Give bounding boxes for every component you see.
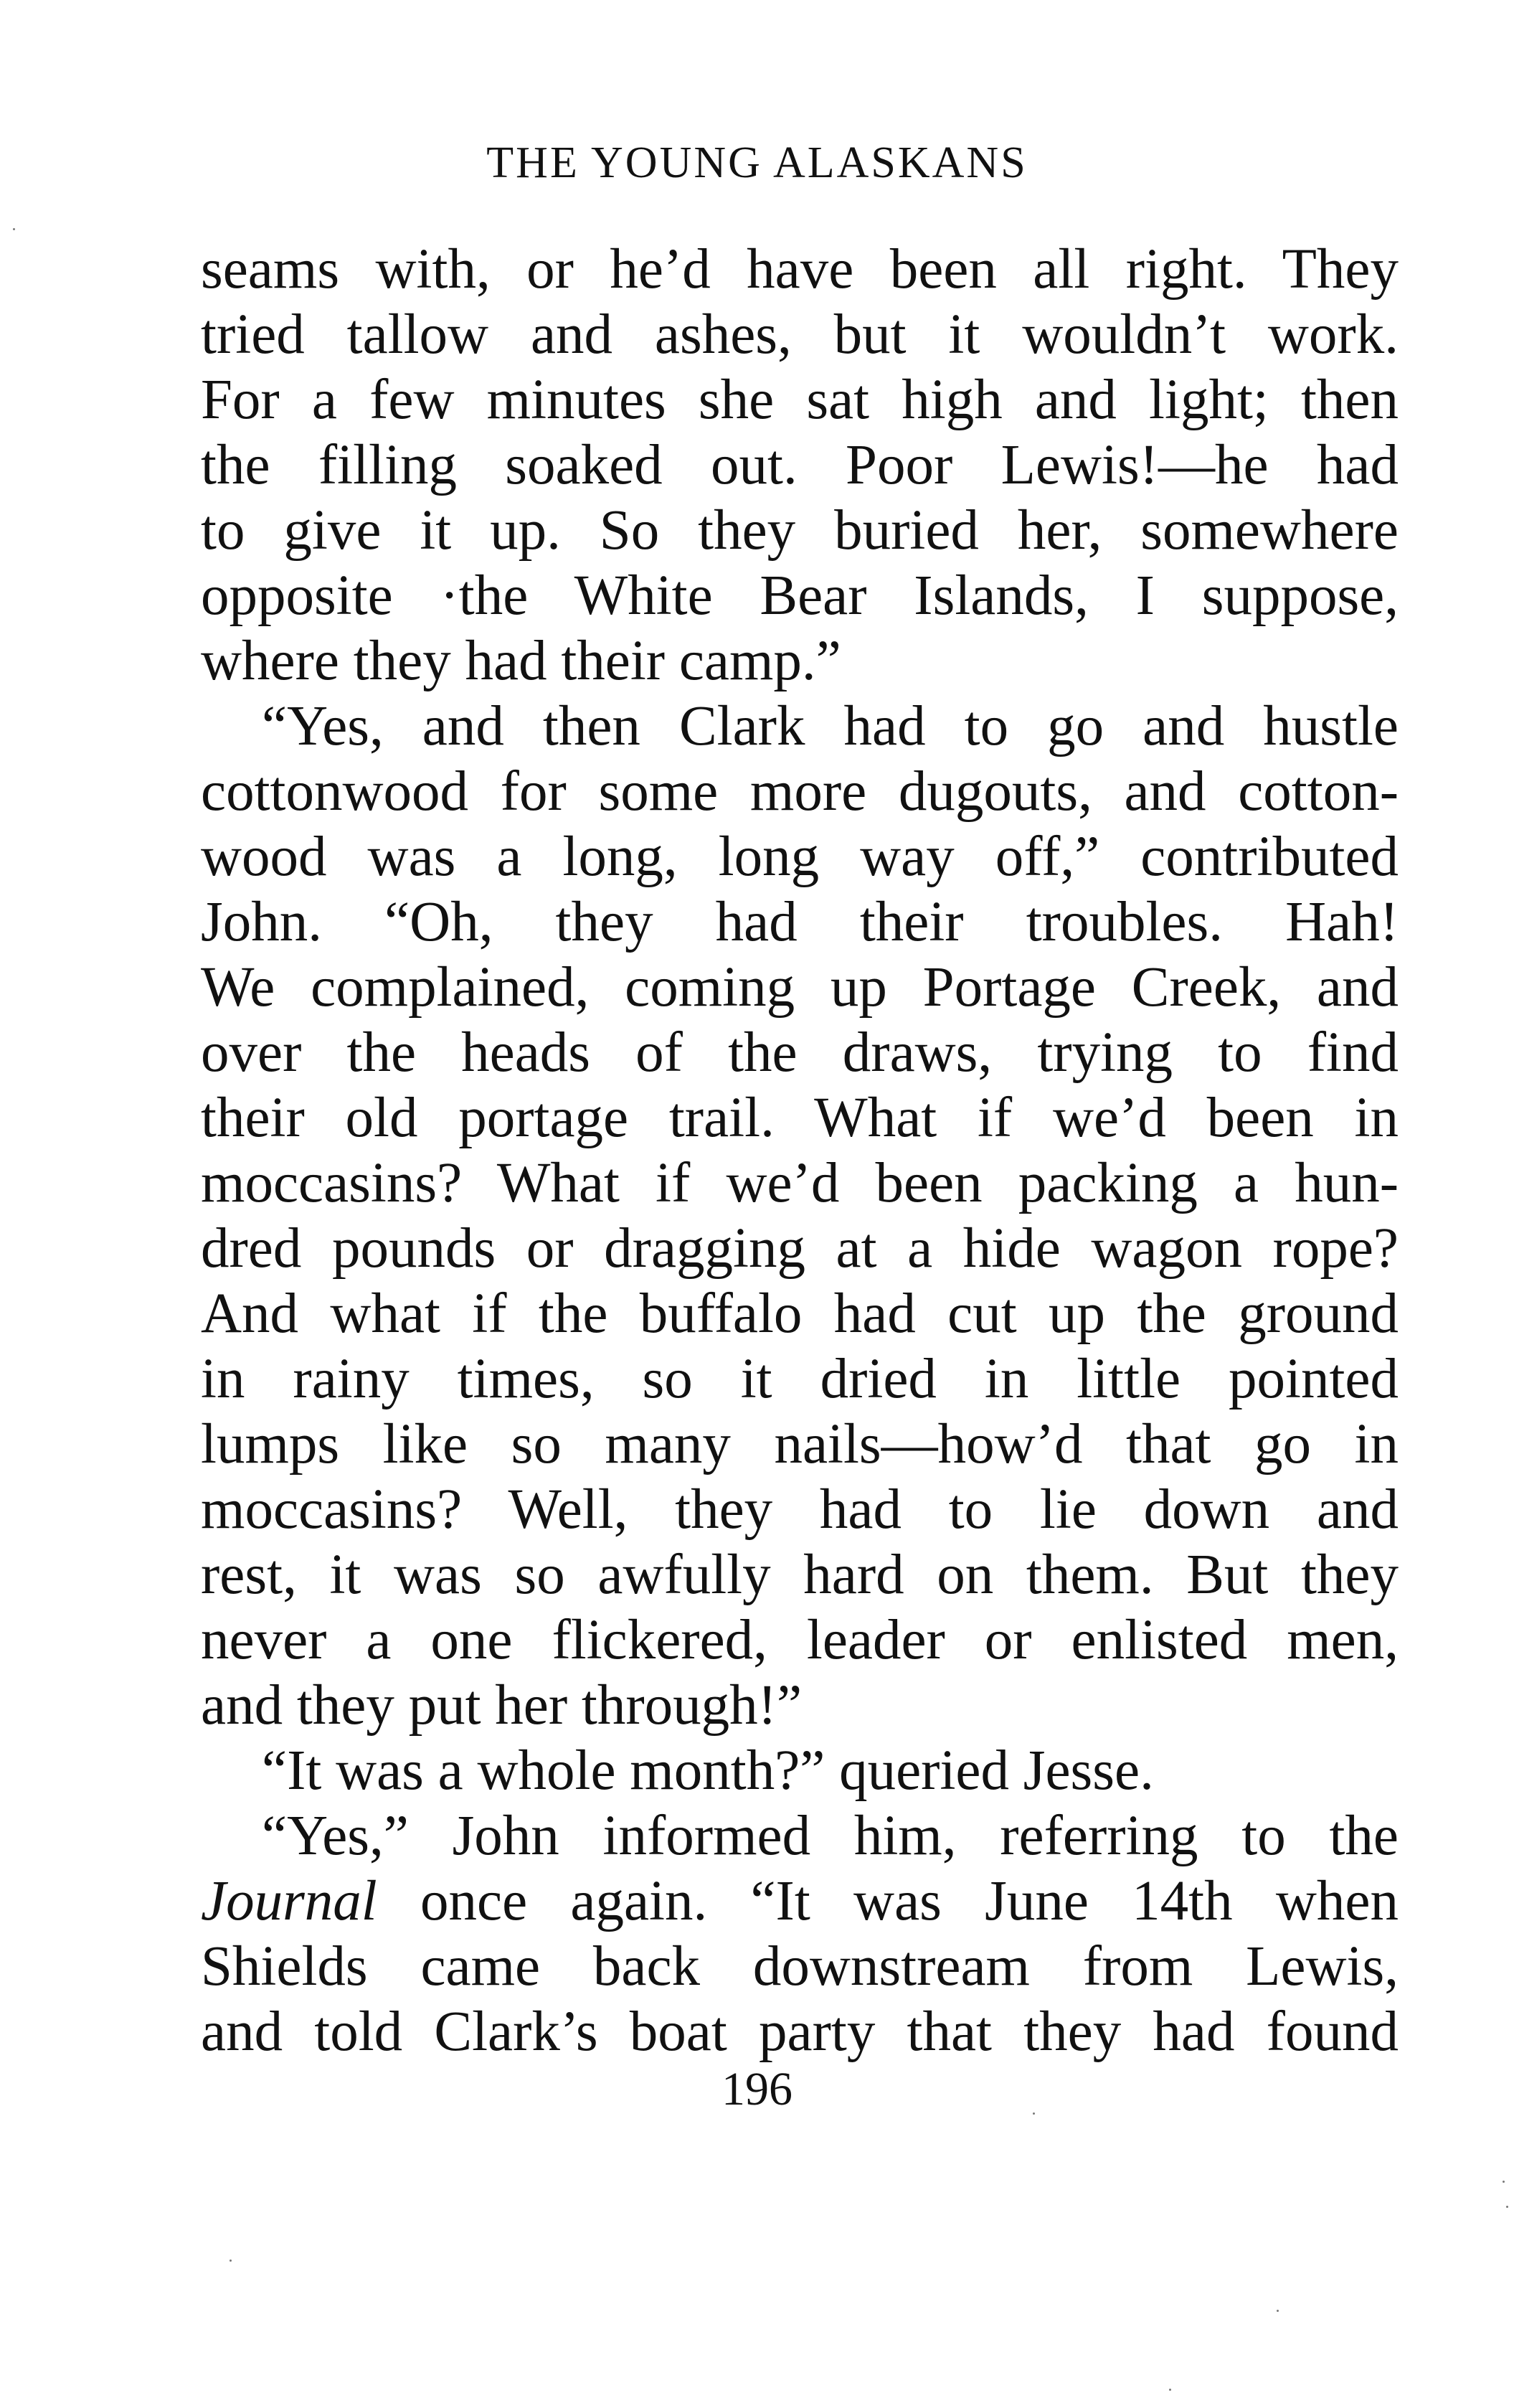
text-line: opposite ·the White Bear Islands, I suppose, bbox=[201, 565, 1399, 627]
text-line: wood was a long, long way off,” contributed bbox=[201, 826, 1399, 888]
text-line: dred pounds or dragging at a hide wagon rope? bbox=[201, 1217, 1399, 1280]
text-line: rest, it was so awfully hard on them. But they bbox=[201, 1544, 1399, 1606]
text-line: We complained, coming up Portage Creek, and bbox=[201, 956, 1399, 1019]
text-line: over the heads of the draws, trying to find bbox=[201, 1021, 1399, 1084]
text-line: never a one flickered, leader or enlisted men, bbox=[201, 1609, 1399, 1671]
text-line: where they had their camp.” bbox=[201, 630, 841, 692]
text-line: “Yes,” John informed him, referring to the bbox=[262, 1805, 1399, 1867]
text-line: to give it up. So they buried her, somewhere bbox=[201, 499, 1399, 562]
text-line: and told Clark’s boat party that they had found bbox=[201, 2001, 1399, 2063]
scan-speck bbox=[1506, 2206, 1508, 2208]
text-span: once again. “It was June 14th when bbox=[377, 1870, 1399, 1932]
page-number: 196 bbox=[721, 2063, 793, 2115]
scan-speck bbox=[1033, 2112, 1035, 2115]
text-line: and they put her through!” bbox=[201, 1674, 803, 1737]
text-line: their old portage trail. What if we’d been in bbox=[201, 1087, 1399, 1149]
text-line: “Yes, and then Clark had to go and hustle bbox=[262, 695, 1399, 757]
scan-speck bbox=[230, 2260, 232, 2262]
running-head: THE YOUNG ALASKANS bbox=[486, 138, 1028, 187]
paragraph bbox=[201, 1803, 1399, 2064]
text-line: moccasins? What if we’d been packing a hun- bbox=[201, 1152, 1399, 1214]
text-line: And what if the buffalo had cut up the ground bbox=[201, 1283, 1399, 1345]
text-line: in rainy times, so it dried in little pointed bbox=[201, 1348, 1399, 1410]
scan-speck bbox=[1277, 2310, 1279, 2312]
paragraph bbox=[201, 694, 1399, 1738]
text-line: tried tallow and ashes, but it wouldn’t work. bbox=[201, 303, 1399, 366]
text-line: seams with, or he’d have been all right. They bbox=[201, 238, 1399, 301]
text-line: John. “Oh, they had their troubles. Hah! bbox=[201, 891, 1399, 953]
text-line: Shields came back downstream from Lewis, bbox=[201, 1935, 1399, 1998]
text-line: cottonwood for some more dugouts, and cotton- bbox=[201, 760, 1399, 823]
scan-speck bbox=[13, 228, 15, 230]
scan-speck bbox=[1169, 2389, 1171, 2391]
paragraph bbox=[201, 1738, 1399, 1803]
text-line: lumps like so many nails—how’d that go in bbox=[201, 1413, 1399, 1476]
text-line bbox=[201, 1869, 1399, 1934]
paragraph bbox=[201, 237, 1399, 694]
text-line: moccasins? Well, they had to lie down and bbox=[201, 1478, 1399, 1541]
text-line: “It was a whole month?” queried Jesse. bbox=[262, 1739, 1154, 1802]
body-text bbox=[201, 237, 1399, 2064]
text-line: For a few minutes she sat high and light; then bbox=[201, 369, 1399, 431]
journal-title: Journal bbox=[201, 1870, 377, 1932]
scan-speck bbox=[1503, 2181, 1505, 2183]
text-line: the filling soaked out. Poor Lewis!—he had bbox=[201, 434, 1399, 496]
